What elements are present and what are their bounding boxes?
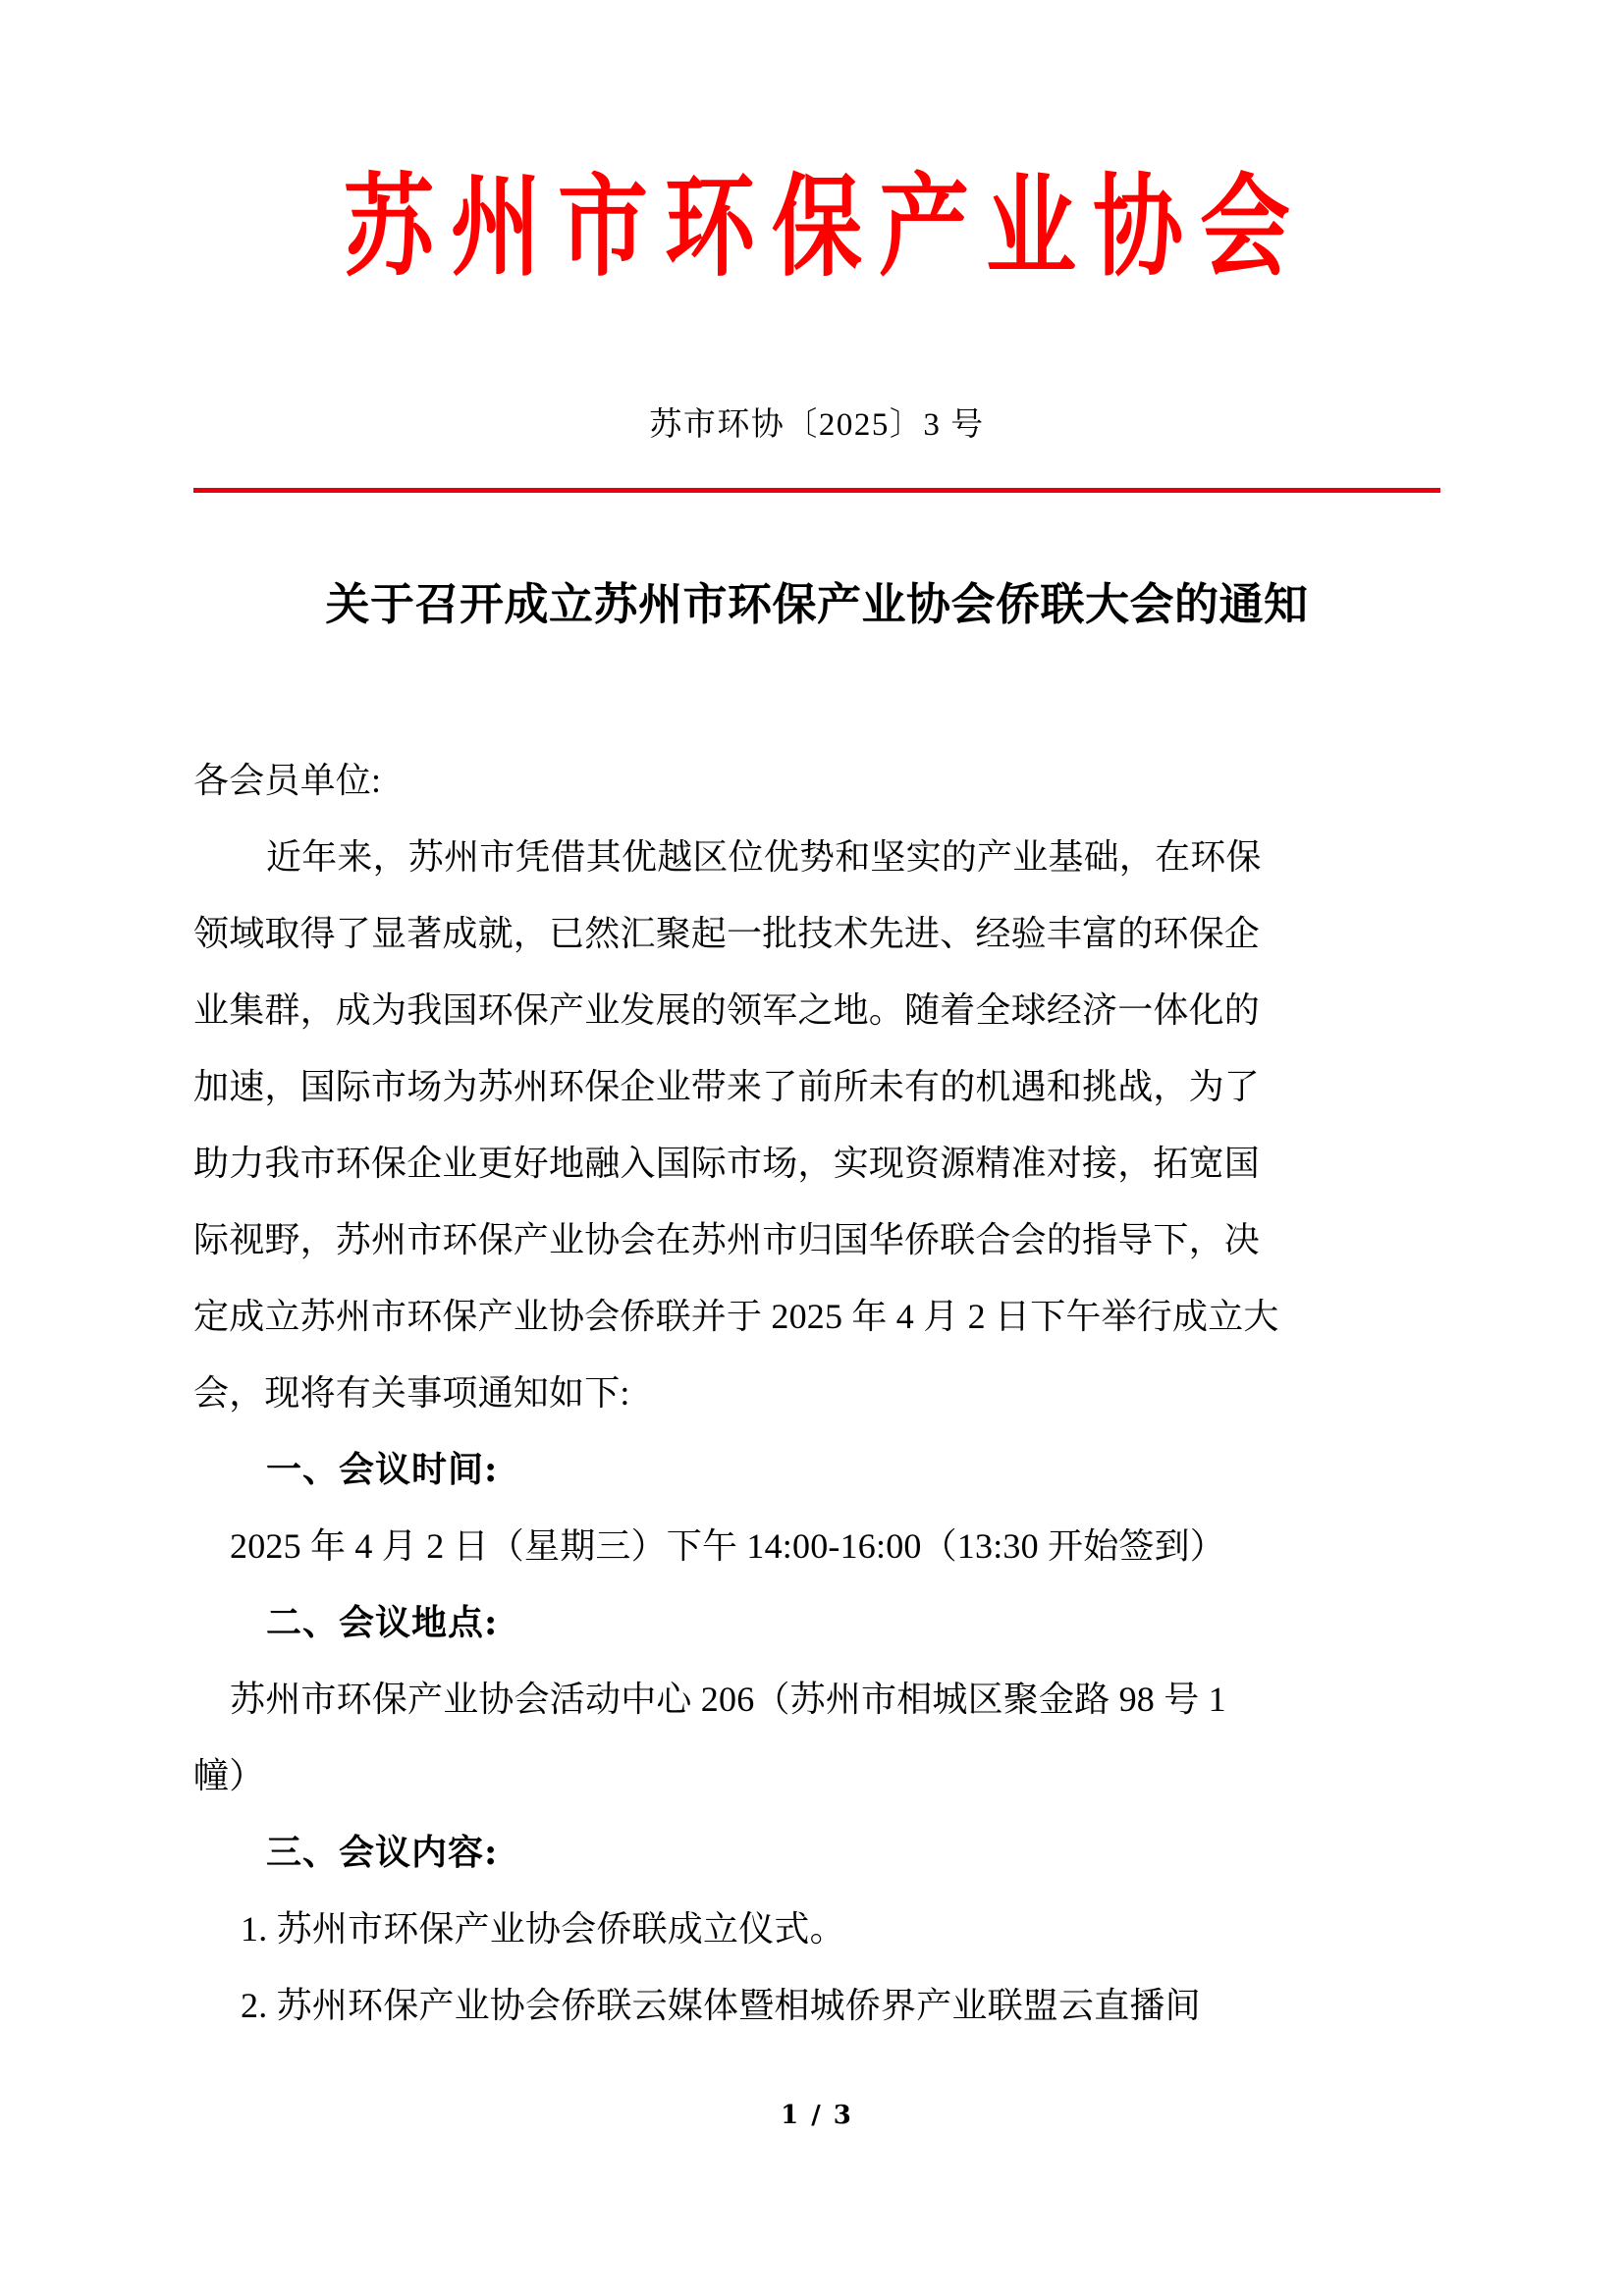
paragraph-line: 业集群，成为我国环保产业发展的领军之地。随着全球经济一体化的 bbox=[193, 990, 1261, 1030]
section-heading-meeting-location: 二、会议地点: bbox=[266, 1602, 499, 1643]
section-heading-meeting-agenda: 三、会议内容: bbox=[266, 1832, 499, 1873]
masthead bbox=[193, 162, 1440, 292]
agenda-list-item: 1. 苏州市环保产业协会侨联成立仪式。 bbox=[241, 1909, 845, 1949]
paragraph-line: 近年来，苏州市凭借其优越区位优势和坚实的产业基础，在环保 bbox=[266, 837, 1262, 877]
paragraph-line: 加速，国际市场为苏州环保企业带来了前所未有的机遇和挑战，为了 bbox=[193, 1067, 1261, 1106]
section-heading-meeting-time: 一、会议时间: bbox=[266, 1449, 499, 1490]
page-number: 1 / 3 bbox=[781, 2101, 853, 2130]
paragraph-line: 领域取得了显著成就，已然汇聚起一批技术先进、经验丰富的环保企 bbox=[193, 914, 1261, 953]
section-line-meeting-location: 苏州市环保产业协会活动中心 206（苏州市相城区聚金路 98 号 1 bbox=[230, 1680, 1226, 1719]
paragraph-line: 定成立苏州市环保产业协会侨联并于 2025 年 4 月 2 日下午举行成立大 bbox=[193, 1297, 1279, 1336]
organization-name: 苏州市环保产业协会 bbox=[343, 162, 1307, 292]
document-body bbox=[193, 742, 1440, 2044]
paragraph-line: 助力我市环保企业更好地融入国际市场，实现资源精准对接，拓宽国 bbox=[193, 1144, 1261, 1183]
section-line-meeting-location: 幢） bbox=[193, 1756, 265, 1795]
paragraph-line: 会，现将有关事项通知如下: bbox=[193, 1373, 630, 1413]
document-number: 苏市环协〔2025〕3 号 bbox=[649, 407, 985, 443]
red-separator-rule bbox=[193, 488, 1440, 493]
page-content-frame bbox=[193, 0, 1440, 2296]
paragraph-line: 际视野，苏州市环保产业协会在苏州市归国华侨联合会的指导下，决 bbox=[193, 1220, 1261, 1259]
salutation: 各会员单位: bbox=[193, 761, 382, 800]
section-line-meeting-time: 2025 年 4 月 2 日（星期三）下午 14:00-16:00（13:30 开始签到） bbox=[230, 1526, 1225, 1566]
page-title: 关于召开成立苏州市环保产业协会侨联大会的通知 bbox=[325, 578, 1309, 630]
agenda-list-item: 2. 苏州环保产业协会侨联云媒体暨相城侨界产业联盟云直播间 bbox=[241, 1986, 1201, 2025]
